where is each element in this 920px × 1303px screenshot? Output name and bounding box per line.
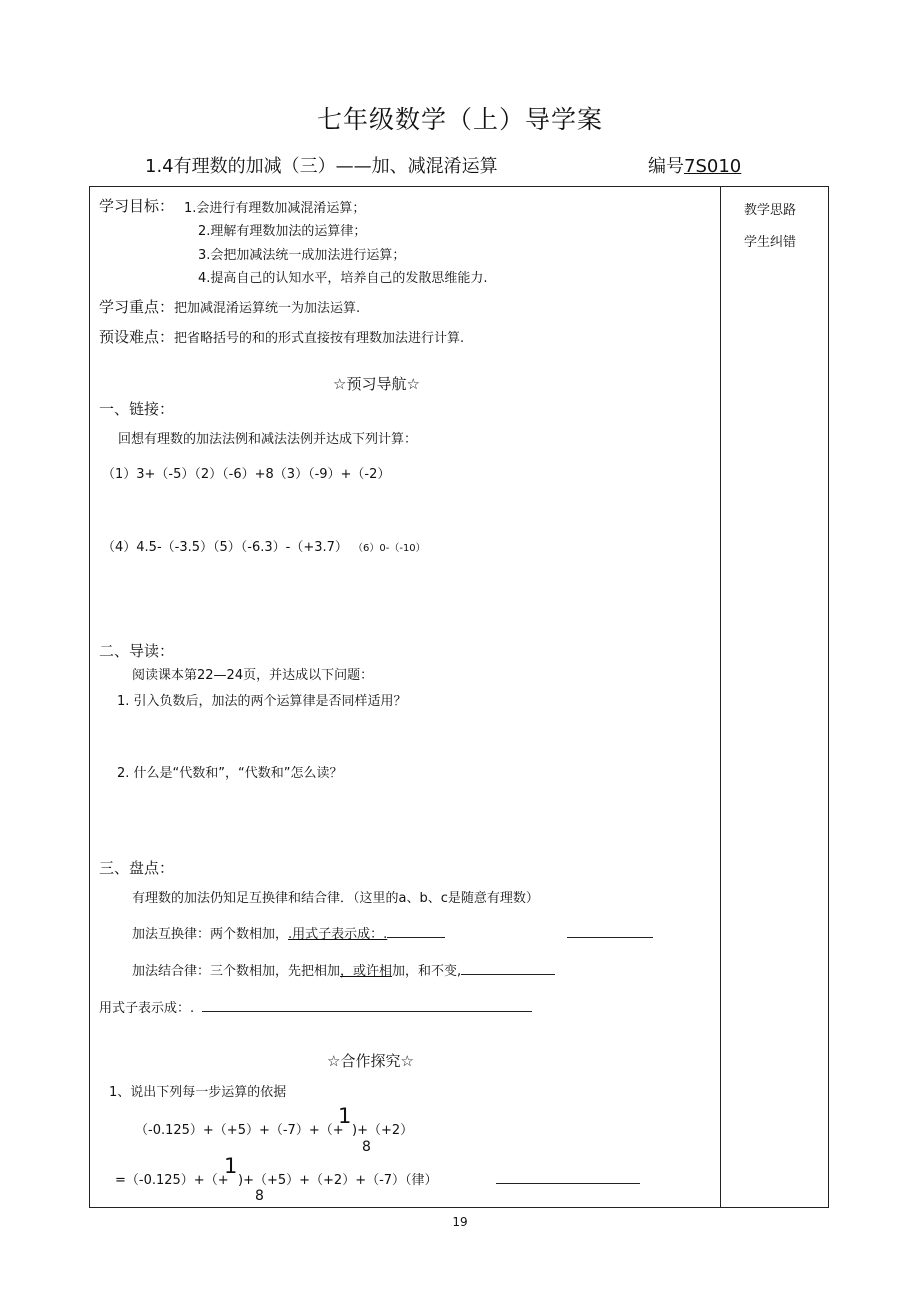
guide-heading: 二、导读： <box>99 642 175 660</box>
goal-item: 2.理解有理数加法的运算律； <box>198 224 367 239</box>
expression-1-left: （-0.125）+（+5）+（-7）+（+ <box>135 1123 344 1138</box>
checkpoint-line-1: 有理数的加法仍知足互换律和结合律．（这里的a、b、c是随意有理数） <box>132 891 539 906</box>
associative-law-prefix: 加法结合律：三个数相加，先把相加 <box>132 964 341 979</box>
answer-blank[interactable] <box>387 923 445 938</box>
explore-heading: ☆合作探究☆ <box>327 1052 414 1070</box>
code-label: 编号 <box>648 156 684 177</box>
checkpoint-heading: 三、盘点： <box>99 859 175 877</box>
answer-blank[interactable] <box>496 1170 640 1184</box>
page-number: 19 <box>452 1215 468 1229</box>
answer-blank[interactable] <box>461 960 555 975</box>
expression-2-right: )+（+5）+（+2）+（-7）（律） <box>238 1173 438 1188</box>
guide-intro-pages: 22—24 <box>197 668 244 683</box>
formula-line-label: 用式子表示成：. <box>99 1001 195 1016</box>
difficulty <box>99 326 464 347</box>
exercise-row-2-small: （6）0-（-10） <box>353 543 426 554</box>
fraction-denominator: 8 <box>362 1139 371 1155</box>
guide-intro-prefix: 阅读课本第 <box>132 668 198 683</box>
code-value: 7S010 <box>684 156 742 177</box>
goal-item: 1.会进行有理数加减混淆运算； <box>184 201 366 216</box>
commutative-law <box>132 923 653 942</box>
side-note-teaching: 教学思路 <box>744 203 797 218</box>
answer-blank[interactable] <box>567 923 653 938</box>
goals-label: 学习目标： <box>99 197 175 215</box>
commutative-law-prefix: 加法互换律：两个数相加， <box>132 927 289 942</box>
column-divider <box>720 186 721 1208</box>
associative-law <box>132 960 555 979</box>
commutative-law-formula-label: .用式子表示成：. <box>288 927 388 942</box>
fraction-denominator: 8 <box>255 1188 264 1204</box>
explore-question-1: 1、说出下列每一步运算的依据 <box>109 1085 287 1100</box>
document-code <box>648 152 741 178</box>
exercise-row-2 <box>102 536 426 555</box>
associative-law-underlined: ，或许相 <box>340 964 393 979</box>
goal-item: 4.提高自己的认知水平，培养自己的发散思维能力. <box>198 271 488 286</box>
formula-line <box>99 997 532 1016</box>
goal-item: 3.会把加减法统一成加法进行运算； <box>198 248 406 263</box>
guide-intro <box>132 664 373 683</box>
difficulty-text: 把省略括号的和的形式直接按有理数加法进行计算. <box>174 331 465 346</box>
link-intro: 回想有理数的加法法例和减法法例并达成下列计算： <box>118 432 418 447</box>
answer-blank[interactable] <box>202 997 532 1012</box>
expression-1-right: )+（+2） <box>352 1123 414 1138</box>
link-heading: 一、链接： <box>99 400 175 418</box>
expression-2-left: =（-0.125）+（+ <box>115 1173 229 1188</box>
side-note-correction: 学生纠错 <box>744 235 797 250</box>
difficulty-label: 预设难点： <box>99 328 175 346</box>
exercise-row-2-main: （4）4.5-（-3.5）（5）（-6.3）-（+3.7） <box>102 540 348 555</box>
guide-question-1: 1. 引入负数后，加法的两个运算律是否同样适用？ <box>117 694 407 709</box>
page-title: 七年级数学（上）导学案 <box>316 105 603 134</box>
key-point <box>99 296 360 317</box>
exercise-row-1: （1）3+（-5）（2）（-6）+8（3）（-9）+（-2） <box>102 467 391 482</box>
lesson-subtitle: 1.4有理数的加减（三）——加、减混淆运算 <box>145 156 498 177</box>
preview-heading: ☆预习导航☆ <box>333 375 420 393</box>
guide-question-2: 2. 什么是“代数和”，“代数和”怎么读？ <box>117 766 343 781</box>
guide-intro-suffix: 页，并达成以下问题： <box>243 668 374 683</box>
key-point-text: 把加减混淆运算统一为加法运算. <box>174 301 361 316</box>
fraction-numerator: 1 <box>224 1154 238 1178</box>
key-point-label: 学习重点： <box>99 298 175 316</box>
fraction-numerator: 1 <box>338 1104 352 1128</box>
associative-law-suffix: 加，和不变, <box>392 964 462 979</box>
